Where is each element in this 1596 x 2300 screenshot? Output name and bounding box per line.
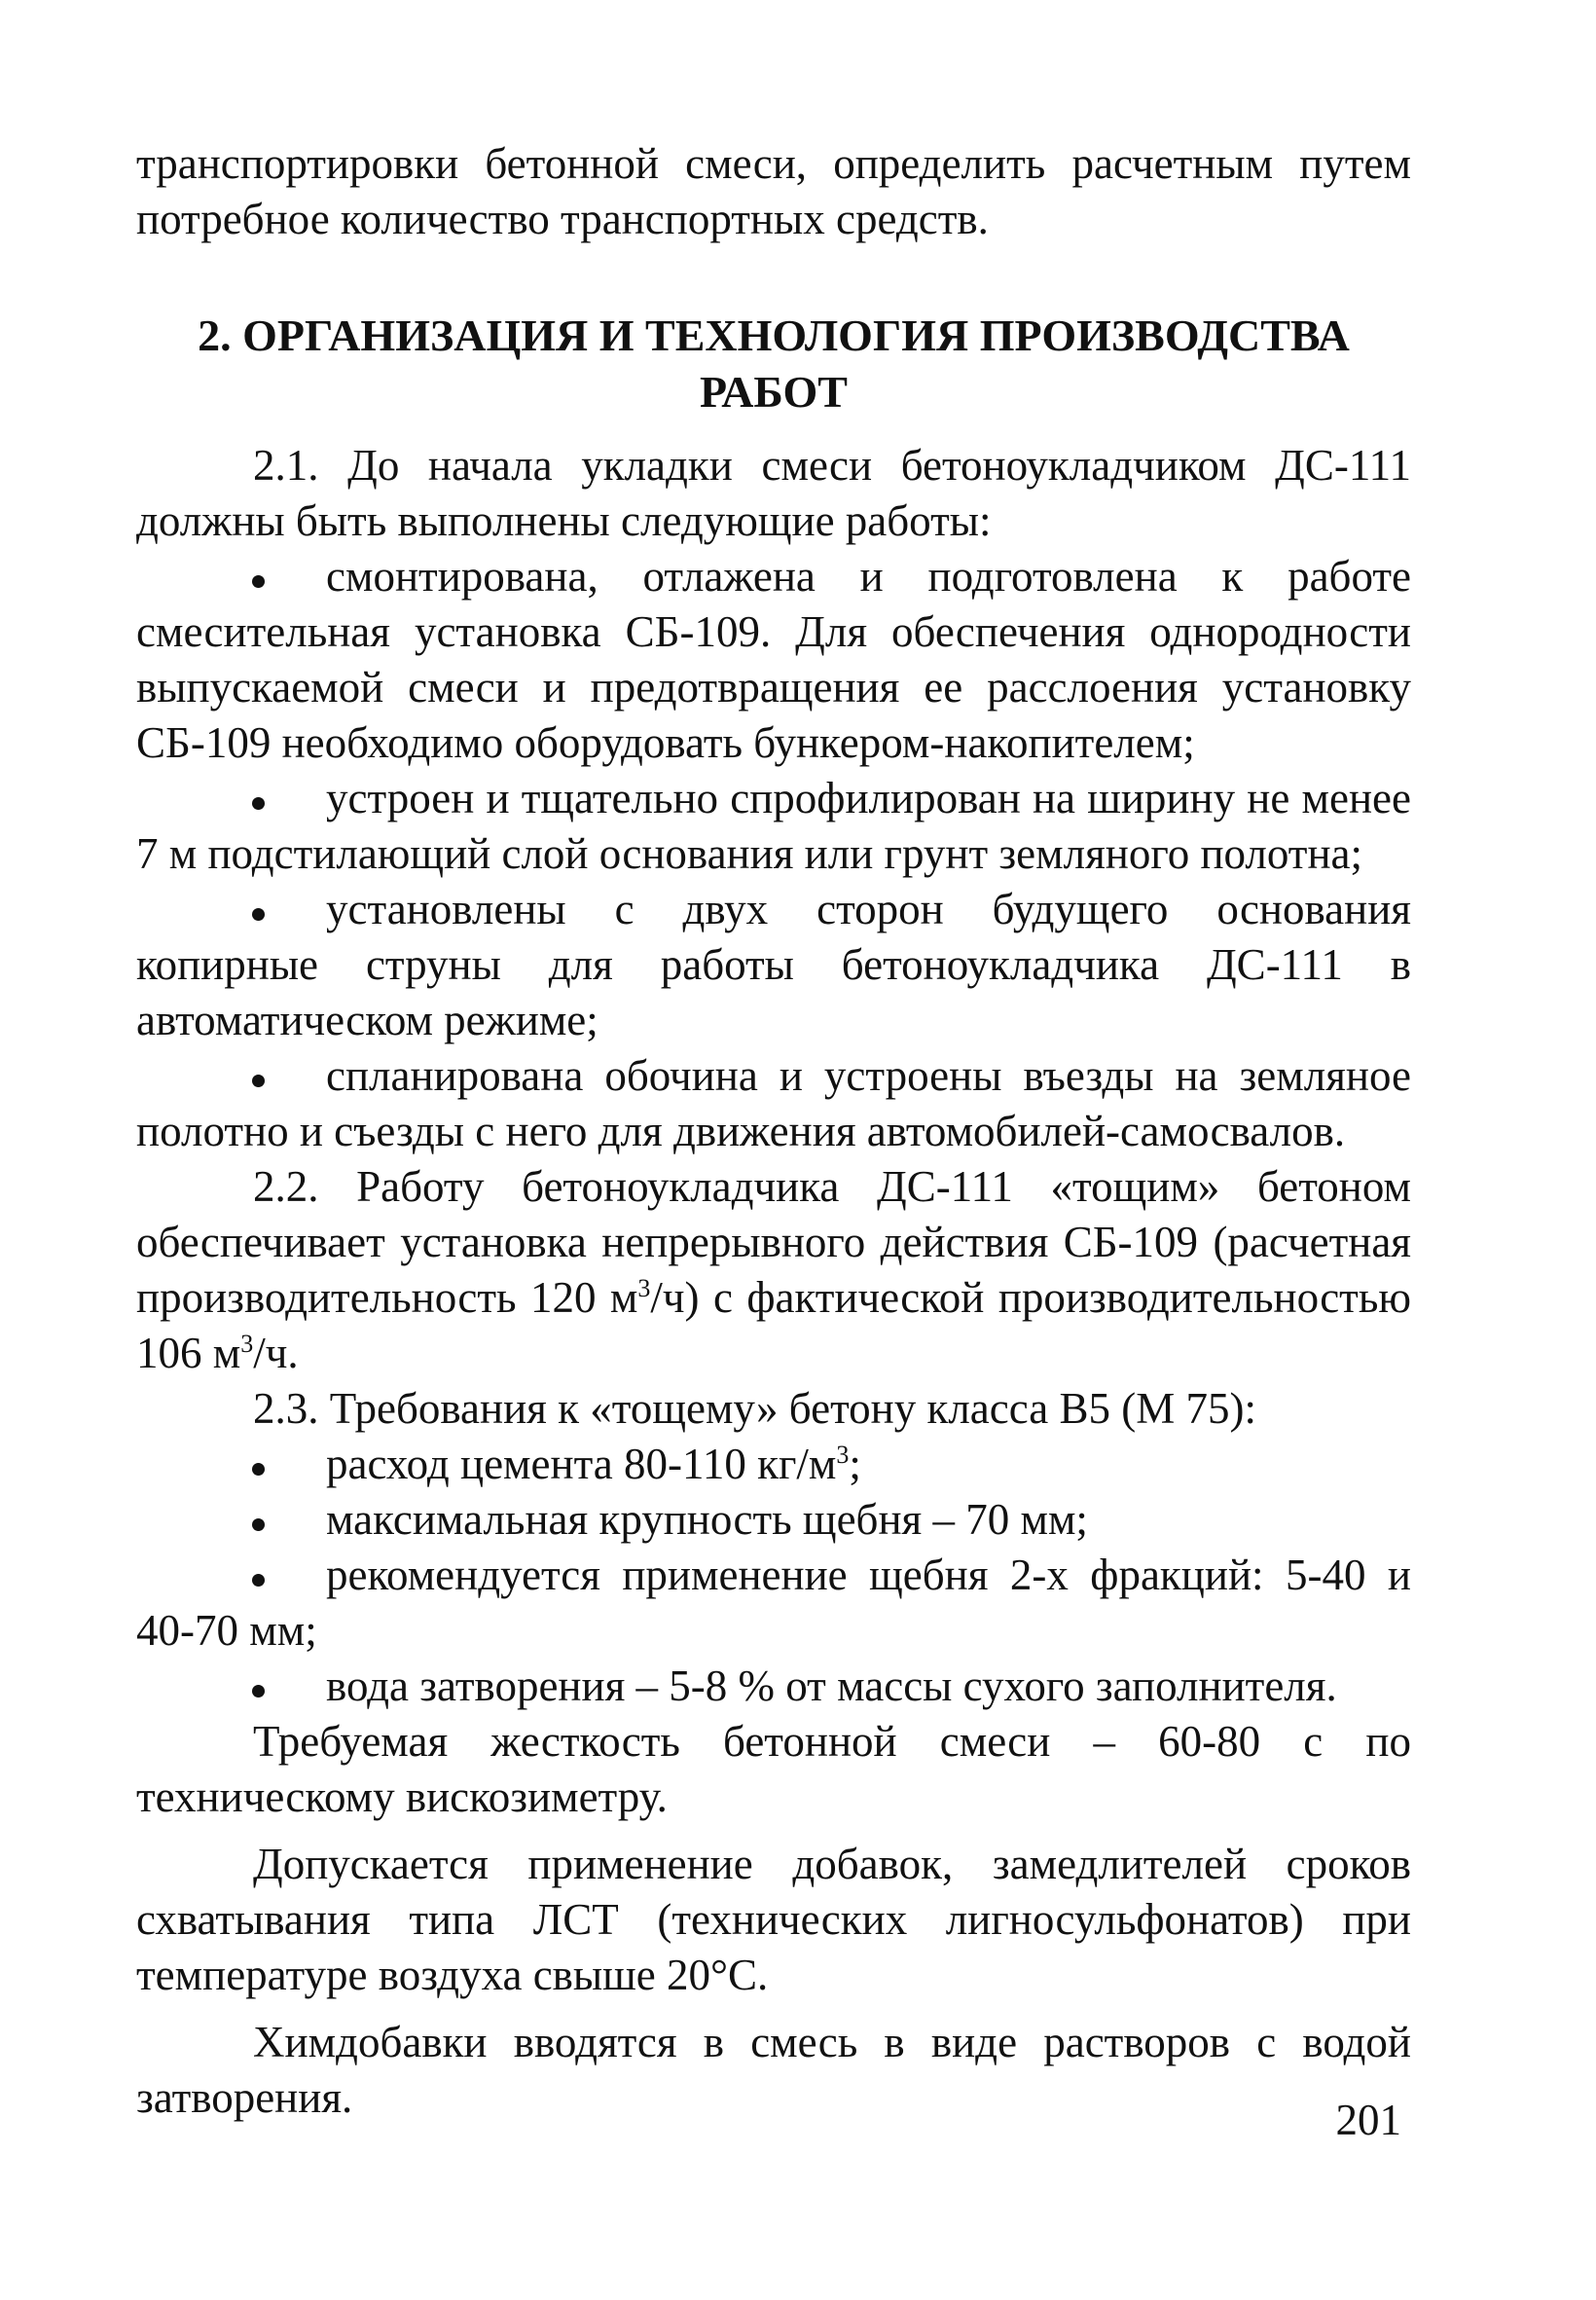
bullet-item (136, 1492, 1411, 1548)
bullet-item (136, 1659, 1411, 1714)
bullet-icon (248, 1077, 270, 1090)
bullet-icon (248, 1687, 270, 1700)
paragraph-2-2-text-b: /ч) с фактической производительностью 106 м (136, 1273, 1411, 1377)
bullet-text: ; (849, 1440, 861, 1488)
section-heading-line1: 2. ОРГАНИЗАЦИЯ И ТЕХНОЛОГИЯ ПРОИЗВОДСТВА (198, 310, 1350, 360)
intro-paragraph: транспортировки бетонной смеси, определить расчетным путем потребное количество транспортных средств. (136, 139, 1411, 243)
bullet-item (136, 771, 1411, 882)
bullet-text: расход цемента 80-110 кг/м (326, 1440, 837, 1488)
paragraph-2-2-text-a: 2.2. Работу бетоноукладчика ДС-111 «тощим» бетоном обеспечивает установка непрерывного действия СБ-109 (расчетная производительность 120 м (136, 1162, 1411, 1322)
bullet-item (136, 1437, 1411, 1492)
document-page (136, 136, 1411, 2126)
bullet-text: максимальная крупность щебня – 70 мм; (326, 1495, 1088, 1544)
paragraph-rigidity: Требуемая жесткость бетонной смеси – 60-80 с по техническому вискозиметру. (136, 1717, 1411, 1821)
bullet-item (136, 1048, 1411, 1159)
page-number: 201 (1335, 2096, 1401, 2144)
bullet-item (136, 882, 1411, 1048)
bullet-text: устроен и тщательно спрофилирован на ширину не менее 7 м подстилающий слой основания или грунт земляного полотна; (136, 774, 1411, 878)
bullet-text: спланирована обочина и устроены въезды на земляное полотно и съезды с него для движения автомобилей-самосвалов. (136, 1051, 1411, 1155)
superscript: 3 (637, 1274, 651, 1302)
bullet-text: рекомендуется применение щебня 2-х фракций: 5-40 и 40-70 мм; (136, 1551, 1411, 1655)
bullet-icon (248, 1576, 270, 1589)
paragraph-2-2-text-c: /ч. (253, 1329, 299, 1377)
bullet-text: установлены с двух сторон будущего основания копирные струны для работы бетоноукладчика ДС-111 в автоматическом режиме; (136, 885, 1411, 1044)
section-heading-line2: РАБОТ (700, 367, 848, 417)
paragraph-chemical-additives: Химдобавки вводятся в смесь в виде растворов с водой затворения. (136, 2018, 1411, 2122)
bullet-icon (248, 799, 270, 813)
bullet-item (136, 1548, 1411, 1659)
paragraph-2-3: 2.3. Требования к «тощему» бетону класса В5 (М 75): (253, 1384, 1256, 1433)
bullet-icon (248, 910, 270, 924)
superscript: 3 (836, 1441, 850, 1469)
superscript: 3 (240, 1330, 254, 1358)
paragraph-2-2 (136, 1159, 1411, 1381)
bullet-text: вода затворения – 5-8 % от массы сухого заполнителя. (326, 1661, 1337, 1710)
bullet-icon (248, 577, 270, 591)
bullet-icon (248, 1520, 270, 1534)
paragraph-additives: Допускается применение добавок, замедлителей сроков схватывания типа ЛСТ (технических лигносульфонатов) при температуре воздуха свыше 20°С. (136, 1840, 1411, 1999)
bullet-item (136, 549, 1411, 771)
section-heading (136, 308, 1411, 420)
bullet-icon (248, 1465, 270, 1479)
paragraph-2-1: 2.1. До начала укладки смеси бетоноукладчиком ДС-111 должны быть выполнены следующие работы: (136, 441, 1411, 545)
bullet-text: смонтирована, отлажена и подготовлена к работе смесительная установка СБ-109. Для обеспечения однородности выпускаемой смеси и предотвращения ее расслоения установку СБ-109 необходимо оборудовать бункером-накопителем; (136, 552, 1411, 767)
